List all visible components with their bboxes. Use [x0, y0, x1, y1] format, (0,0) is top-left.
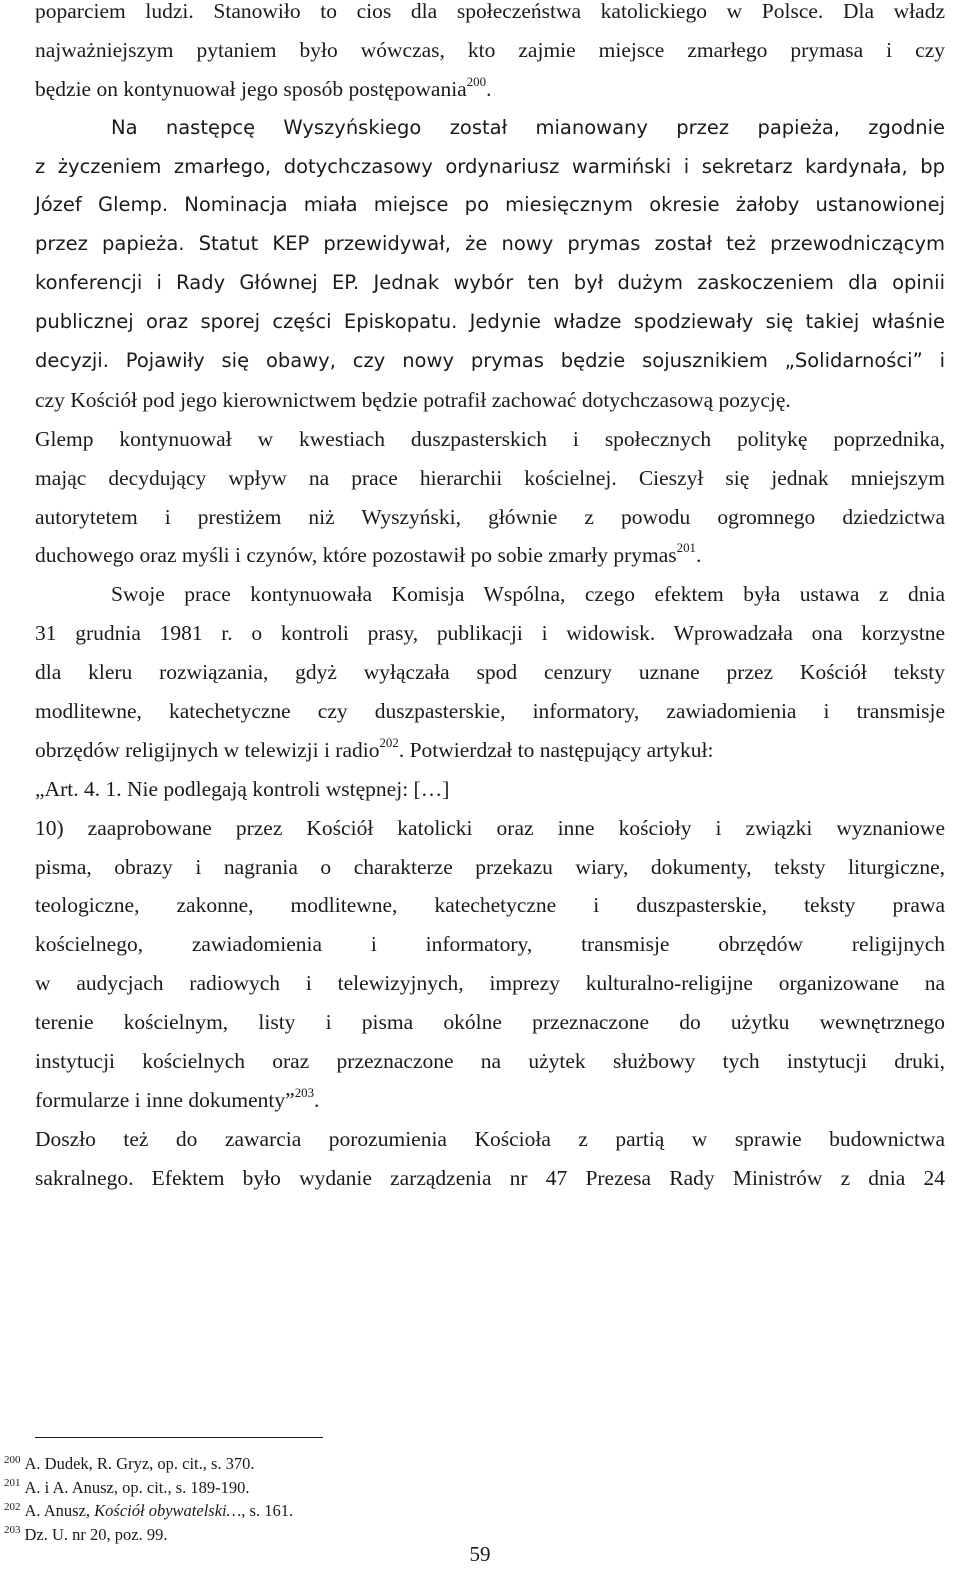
- text-segment: .: [696, 543, 702, 568]
- text-line: przez papieża. Statut KEP przewidywał, że nowy prymas został też przewodniczącym: [35, 232, 945, 256]
- text-line: 10) zaaprobowane przez Kościół katolicki oraz inne kościoły i związki wyznaniowe: [35, 815, 945, 840]
- text-segment: formularze i inne dokumenty”: [35, 1087, 295, 1112]
- text-line: Na następcę Wyszyńskiego został mianowany przez papieża, zgodnie: [111, 115, 945, 139]
- text-line: Swoje prace kontynuowała Komisja Wspólna, czego efektem była ustawa z dnia: [111, 582, 945, 607]
- text-line: sakralnego. Efektem było wydanie zarządzenia nr 47 Prezesa Rady Ministrów z dnia 24: [35, 1165, 945, 1190]
- footnote-ref: 202: [379, 735, 399, 750]
- footnote-text: , s. 161.: [241, 1501, 294, 1521]
- text-line: 31 grudnia 1981 r. o kontroli prasy, publikacji i widowisk. Wprowadzała ona korzystne: [35, 621, 945, 646]
- text-line: [35, 731, 945, 770]
- text-segment: będzie on kontynuował jego sposób postępowania: [35, 76, 467, 101]
- text-line: [35, 70, 945, 109]
- footnote-number: 201: [4, 1477, 21, 1490]
- text-line: terenie kościelnym, listy i pisma okólne przeznaczone do użytku wewnętrznego: [35, 1010, 945, 1035]
- text-line: [35, 536, 945, 575]
- footnote-separator: [35, 1437, 323, 1438]
- footnote-ref: 200: [466, 74, 487, 89]
- footnote-text: A. Anusz,: [24, 1501, 95, 1521]
- text-line: Józef Glemp. Nominacja miała miejsce po miesięcznym okresie żałoby ustanowionej: [35, 193, 945, 217]
- footnotes: [4, 1452, 704, 1546]
- footnote-text: A. Dudek, R. Gryz, op. cit., s. 370.: [24, 1454, 255, 1473]
- text-line: teologiczne, zakonne, modlitewne, katechetyczne i duszpasterskie, teksty prawa: [35, 893, 945, 918]
- footnote-title: Kościół obywatelski…: [94, 1501, 242, 1521]
- text-segment: .: [486, 76, 492, 101]
- text-line: [35, 1081, 945, 1120]
- text-line: autorytetem i prestiżem niż Wyszyński, głównie z powodu ogromnego dziedzictwa: [35, 504, 945, 529]
- text-segment: .: [314, 1087, 320, 1112]
- text-line: pisma, obrazy i nagrania o charakterze przekazu wiary, dokumenty, teksty liturgiczne,: [35, 854, 945, 879]
- text-line: decyzji. Pojawiły się obawy, czy nowy prymas będzie sojusznikiem „Solidarności” i: [35, 349, 945, 373]
- footnote: [4, 1499, 704, 1523]
- text-line: konferencji i Rady Głównej EP. Jednak wybór ten był dużym zaskoczeniem dla opinii: [35, 271, 945, 295]
- text-line: z życzeniem zmarłego, dotychczasowy ordynariusz warmiński i sekretarz kardynała, bp: [35, 154, 945, 178]
- text-line: czy Kościół pod jego kierownictwem będzie potrafił zachować dotychczasową pozycję.: [35, 387, 791, 412]
- text-segment: . Potwierdzał to następujący artykuł:: [398, 737, 714, 762]
- text-line: modlitewne, katechetyczne czy duszpasterskie, informatory, zawiadomienia i transmisje: [35, 699, 945, 724]
- footnote: [4, 1476, 704, 1500]
- text-line: publicznej oraz sporej części Episkopatu. Jedynie władze spodziewały się takiej właśnie: [35, 310, 945, 334]
- text-line: dla kleru rozwiązania, gdyż wyłączała spod cenzury uznane przez Kościół teksty: [35, 660, 945, 685]
- page-number: 59: [469, 1542, 491, 1566]
- body-text: [35, 0, 945, 1198]
- footnote-ref: 201: [676, 541, 696, 556]
- footnote-number: 200: [4, 1453, 21, 1466]
- text-line: najważniejszym pytaniem było wówczas, kto zajmie miejsce zmarłego prymasa i czy: [35, 37, 945, 62]
- text-line: w audycjach radiowych i telewizyjnych, imprezy kulturalno-religijne organizowane na: [35, 971, 945, 996]
- footnote-number: 202: [4, 1500, 21, 1513]
- text-segment: obrzędów religijnych w telewizji i radio: [35, 737, 380, 762]
- footnote: [4, 1452, 704, 1476]
- text-line: mając decydujący wpływ na prace hierarchii kościelnej. Cieszył się jednak mniejszym: [35, 465, 945, 490]
- text-line: kościelnego, zawiadomienia i informatory, transmisje obrzędów religijnych: [35, 932, 945, 957]
- footnote-number: 203: [4, 1524, 21, 1537]
- text-line: Glemp kontynuował w kwestiach duszpasterskich i społecznych politykę poprzednika,: [35, 426, 945, 451]
- footnote-ref: 203: [294, 1085, 315, 1100]
- text-line: poparciem ludzi. Stanowiło to cios dla społeczeństwa katolickiego w Polsce. Dla władz: [35, 0, 945, 23]
- text-segment: duchowego oraz myśli i czynów, które pozostawił po sobie zmarły prymas: [35, 543, 677, 568]
- text-line: instytucji kościelnych oraz przeznaczone na użytek służbowy tych instytucji druki,: [35, 1049, 945, 1074]
- text-line: Doszło też do zawarcia porozumienia Kościoła z partią w sprawie budownictwa: [35, 1126, 945, 1151]
- footnote-text: A. i A. Anusz, op. cit., s. 189-190.: [24, 1477, 250, 1497]
- footnote-text: Dz. U. nr 20, poz. 99.: [24, 1524, 168, 1544]
- text-line: „Art. 4. 1. Nie podlegają kontroli wstępnej: […]: [35, 776, 450, 801]
